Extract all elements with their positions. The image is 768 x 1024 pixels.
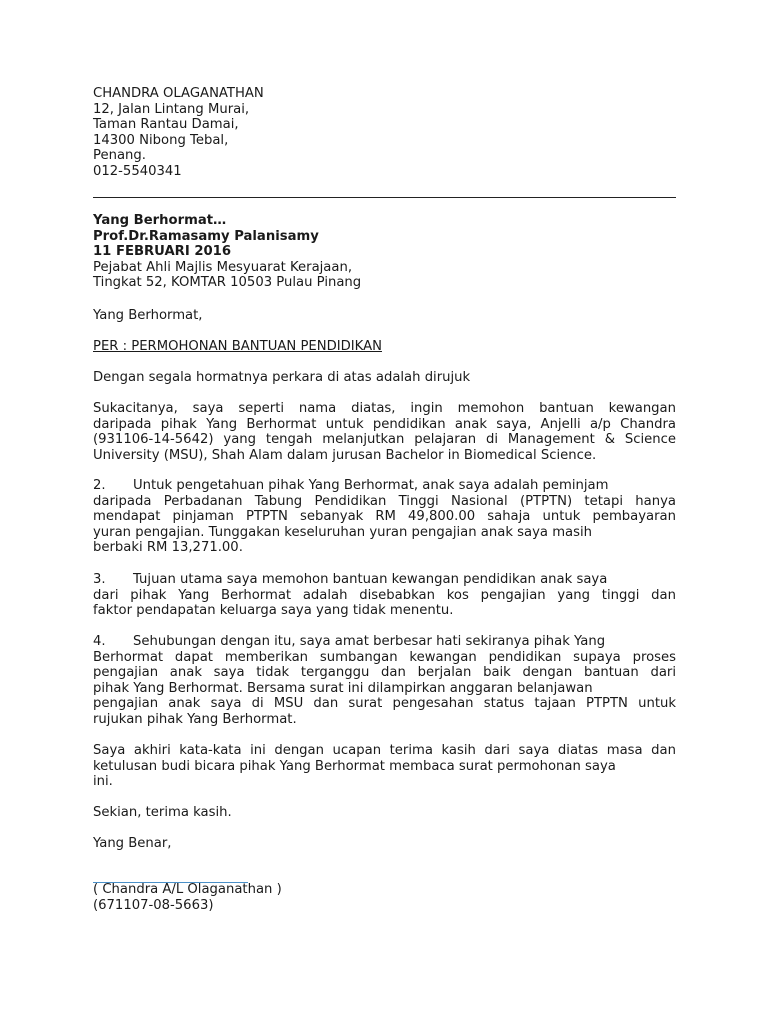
paragraph-line: (931106-14-5642) yang tengah melanjutkan pelajaran di Management & Science xyxy=(93,432,676,448)
paragraph-5 xyxy=(93,743,676,790)
paragraph-line: Sehubungan dengan itu, saya amat berbesar hati sekiranya pihak Yang xyxy=(133,634,606,649)
paragraph-line: Saya akhiri kata-kata ini dengan ucapan terima kasih dari saya diatas masa dan xyxy=(93,743,676,758)
sender-phone: 012-5540341 xyxy=(93,163,182,179)
paragraph-line: Berhormat dapat memberikan sumbangan kewangan pendidikan supaya proses xyxy=(93,649,676,665)
signoff-text: Yang Benar, xyxy=(93,836,172,851)
paragraph-line: faktor pendapatan keluarga saya yang tidak menentu. xyxy=(93,603,454,619)
sender-block xyxy=(93,86,676,180)
paragraph-line: ketulusan budi bicara pihak Yang Berhormat membaca surat permohonan saya xyxy=(93,758,616,774)
header-divider xyxy=(93,197,676,198)
closing xyxy=(93,805,676,821)
paragraph-line: Tujuan utama saya memohon bantuan kewangan pendidikan anak saya xyxy=(133,572,608,587)
greeting xyxy=(93,308,676,324)
sender-address-line: 14300 Nibong Tebal, xyxy=(93,132,229,148)
paragraph-line: pengajian anak saya di MSU dan surat pengesahan status tajaan PTPTN untuk xyxy=(93,696,676,712)
recipient-block xyxy=(93,213,676,291)
letter-date: 11 FEBRUARI 2016 xyxy=(93,244,232,260)
sender-address-line: Penang. xyxy=(93,148,146,164)
paragraph-2 xyxy=(93,478,676,556)
greeting-text: Yang Berhormat, xyxy=(93,308,203,323)
recipient-name: Prof.Dr.Ramasamy Palanisamy xyxy=(93,228,319,244)
paragraph-line: ini. xyxy=(93,774,113,790)
recipient-title: Yang Berhormat… xyxy=(93,213,227,228)
subject-text: PER : PERMOHONAN BANTUAN PENDIDIKAN xyxy=(93,339,382,354)
signoff xyxy=(93,836,676,852)
recipient-address-line: Pejabat Ahli Majlis Mesyuarat Kerajaan, xyxy=(93,259,353,275)
paragraph-line: pengajian anak saya tidak terganggu dan berjalan baik dengan bantuan dari xyxy=(93,665,676,681)
paragraph-line: dari pihak Yang Berhormat adalah disebabkan kos pengajian yang tinggi dan xyxy=(93,587,676,603)
paragraph-line: yuran pengajian. Tunggakan keseluruhan yuran pengajian anak saya masih xyxy=(93,524,593,540)
recipient-address-line: Tingkat 52, KOMTAR 10503 Pulau Pinang xyxy=(93,275,362,291)
paragraph-first-line xyxy=(93,478,676,494)
opening xyxy=(93,370,676,386)
subject xyxy=(93,339,676,355)
paragraph-line: pihak Yang Berhormat. Bersama surat ini dilampirkan anggaran belanjawan xyxy=(93,680,593,696)
paragraph-4 xyxy=(93,634,676,728)
paragraph-first-line xyxy=(93,572,676,588)
opening-text: Dengan segala hormatnya perkara di atas adalah dirujuk xyxy=(93,370,471,385)
paragraph-line: daripada pihak Yang Berhormat untuk pendidikan anak saya, Anjelli a/p Chandra xyxy=(93,416,676,432)
paragraph-line: Sukacitanya, saya seperti nama diatas, ingin memohon bantuan kewangan xyxy=(93,401,676,416)
paragraph-line: daripada Perbadanan Tabung Pendidikan Tinggi Nasional (PTPTN) tetapi hanya xyxy=(93,493,676,509)
closing-text: Sekian, terima kasih. xyxy=(93,805,232,820)
paragraph-number: 4. xyxy=(93,634,106,649)
paragraph-3 xyxy=(93,572,676,619)
sender-address-line: Taman Rantau Damai, xyxy=(93,117,239,133)
sender-address-line: 12, Jalan Lintang Murai, xyxy=(93,101,250,117)
paragraph-number: 3. xyxy=(93,572,106,587)
paragraph-first-line xyxy=(93,634,676,650)
paragraph-line: Untuk pengetahuan pihak Yang Berhormat, anak saya adalah peminjam xyxy=(133,478,609,493)
signatory-name: ( Chandra A/L Olaganathan ) xyxy=(93,882,282,897)
signatory-ic: (671107-08-5663) xyxy=(93,897,214,913)
paragraph-line: University (MSU), Shah Alam dalam jurusan Bachelor in Biomedical Science. xyxy=(93,447,597,463)
sender-name: CHANDRA OLAGANATHAN xyxy=(93,86,264,101)
paragraph-1 xyxy=(93,401,676,463)
paragraph-line: mendapat pinjaman PTPTN sebanyak RM 49,800.00 sahaja untuk pembayaran xyxy=(93,509,676,525)
paragraph-line: rujukan pihak Yang Berhormat. xyxy=(93,711,297,727)
paragraph-number: 2. xyxy=(93,478,106,493)
paragraph-line: berbaki RM 13,271.00. xyxy=(93,540,243,556)
signature-block xyxy=(93,882,676,913)
